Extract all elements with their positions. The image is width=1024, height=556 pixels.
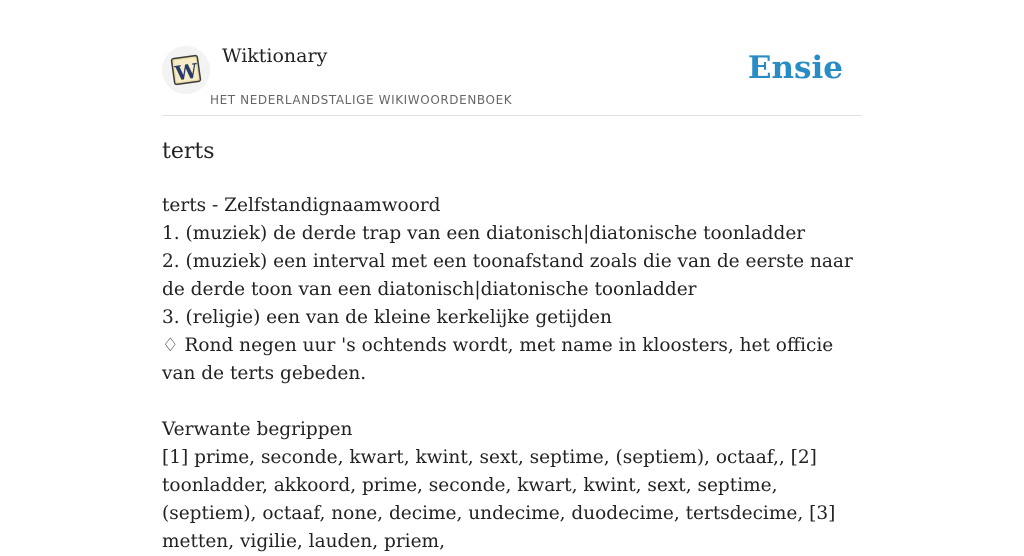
page [162, 0, 862, 552]
site-name[interactable]: Wiktionary [222, 45, 328, 67]
site-header [162, 0, 862, 116]
wiktionary-w-logo-icon [168, 52, 204, 88]
definition-item: 1. (muziek) de derde trap van een diatonisch|diatonische toonladder [162, 223, 806, 244]
spacer [162, 388, 862, 416]
definition-example: ♢ Rond negen uur 's ochtends wordt, met name in kloosters, het officie van de terts gebeden. [162, 335, 834, 384]
definition-item: 2. (muziek) een interval met een toonafstand zoals die van de eerste naar de derde toon van een diatonisch|diatonische toonladder [162, 251, 853, 300]
entry-content [162, 192, 862, 556]
related-terms-heading: Verwante begrippen [162, 419, 353, 440]
page-title: terts [162, 139, 215, 164]
related-terms-text: [1] prime, seconde, kwart, kwint, sext, septime, (septiem), octaaf,, [2] toonladder, akkoord, prime, seconde, kwart, kwint, sext, septime, (septiem), octaaf, none, decime, undecime, duodecime, tertsdecime, [3] metten, vigilie, lauden, priem, [162, 447, 836, 552]
ensie-brand-link[interactable]: Ensie [747, 50, 843, 86]
entry-heading-line: terts - Zelfstandignaamwoord [162, 195, 441, 216]
site-tagline: HET NEDERLANDSTALIGE WIKIWOORDENBOEK [210, 93, 513, 107]
wiktionary-logo-icon[interactable] [162, 46, 210, 94]
definition-item: 3. (religie) een van de kleine kerkelijke getijden [162, 307, 612, 328]
svg-text:W: W [173, 58, 200, 86]
